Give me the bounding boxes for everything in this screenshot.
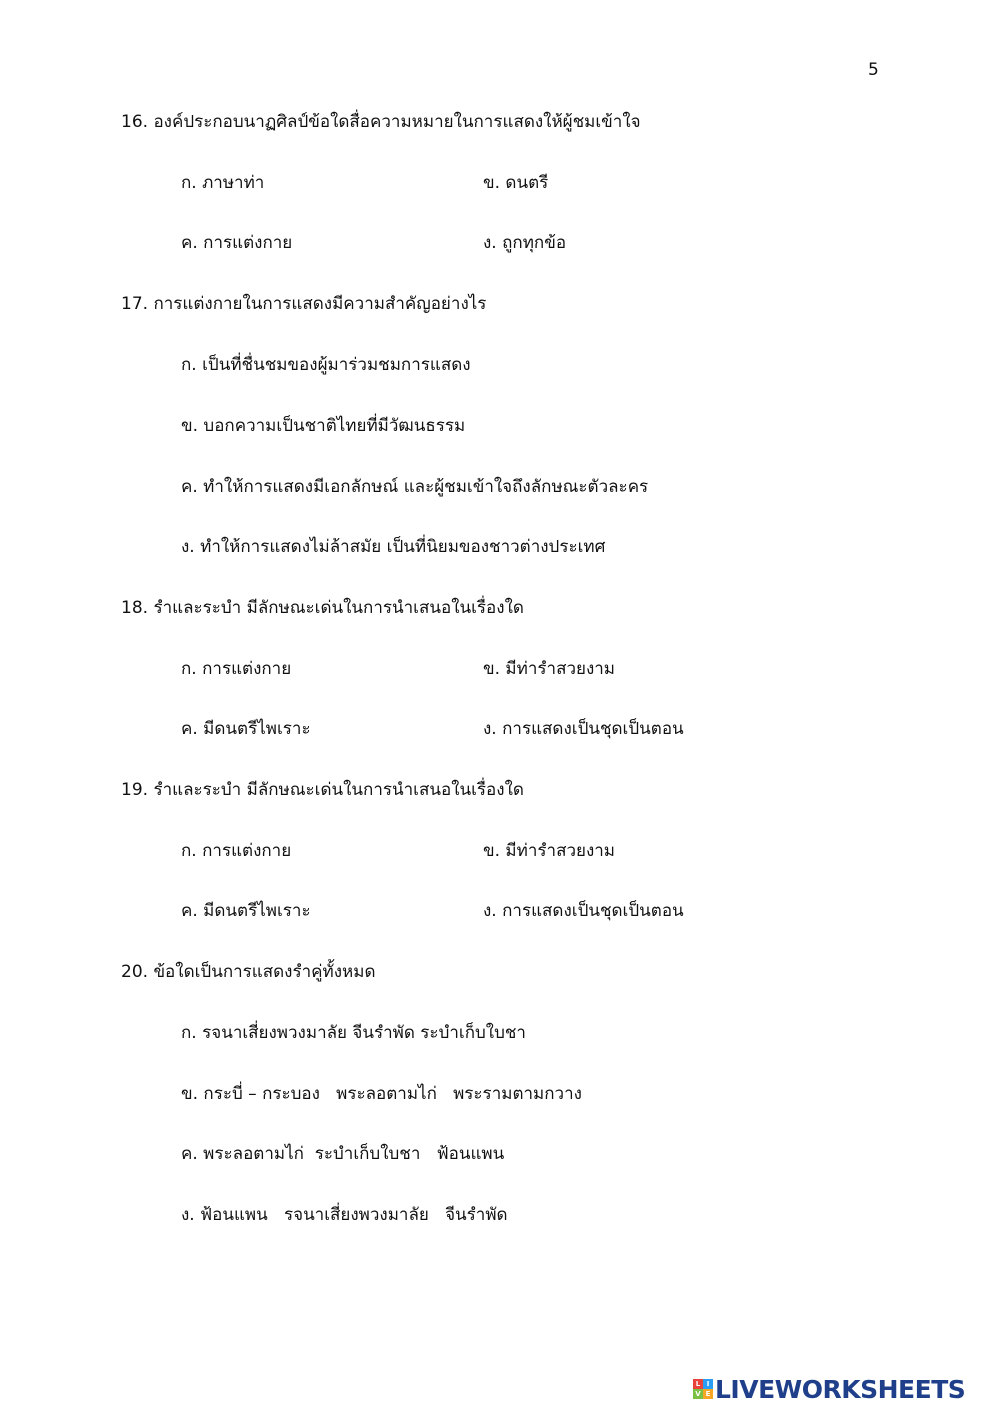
liveworksheets-wordmark: LIVEWORKSHEETS xyxy=(715,1374,966,1404)
q20-option-a: ก. รจนาเสี่ยงพวงมาลัย จีนรำพัด ระบำเก็บใบชา xyxy=(181,1023,526,1043)
logo-letter-i: I xyxy=(703,1379,713,1389)
q16-option-b: ข. ดนตรี xyxy=(483,173,549,193)
q18-option-d: ง. การแสดงเป็นชุดเป็นตอน xyxy=(483,719,684,739)
q17-option-a: ก. เป็นที่ชื่นชมของผู้มาร่วมชมการแสดง xyxy=(181,355,471,375)
q19-option-a: ก. การแต่งกาย xyxy=(181,841,292,861)
liveworksheets-brand xyxy=(693,1372,965,1406)
q19-option-b: ข. มีท่ารำสวยงาม xyxy=(483,841,615,861)
q19-option-d: ง. การแสดงเป็นชุดเป็นตอน xyxy=(483,901,684,921)
q19-option-c: ค. มีดนตรีไพเราะ xyxy=(181,901,311,921)
question-20: 20. ข้อใดเป็นการแสดงรำคู่ทั้งหมด xyxy=(121,962,376,982)
question-16: 16. องค์ประกอบนาฏศิลป์ข้อใดสื่อความหมายในการแสดงให้ผู้ชมเข้าใจ xyxy=(121,112,641,132)
q16-option-a: ก. ภาษาท่า xyxy=(181,173,265,193)
q16-option-c: ค. การแต่งกาย xyxy=(181,233,293,253)
q18-option-c: ค. มีดนตรีไพเราะ xyxy=(181,719,311,739)
q18-option-a: ก. การแต่งกาย xyxy=(181,659,292,679)
page-number: 5 xyxy=(868,60,879,80)
q17-option-b: ข. บอกความเป็นชาติไทยที่มีวัฒนธรรม xyxy=(181,416,466,436)
liveworksheets-logo-icon xyxy=(693,1379,713,1399)
q20-option-c: ค. พระลอตามไก่ ระบำเก็บใบชา ฟ้อนแพน xyxy=(181,1144,505,1164)
question-19: 19. รำและระบำ มีลักษณะเด่นในการนำเสนอในเรื่องใด xyxy=(121,780,524,800)
q20-option-b: ข. กระบี่ – กระบอง พระลอตามไก่ พระรามตามกวาง xyxy=(181,1084,582,1104)
question-17: 17. การแต่งกายในการแสดงมีความสำคัญอย่างไร xyxy=(121,294,487,314)
q16-option-d: ง. ถูกทุกข้อ xyxy=(483,233,567,253)
q20-option-d: ง. ฟ้อนแพน รจนาเสี่ยงพวงมาลัย จีนรำพัด xyxy=(181,1205,508,1225)
logo-letter-e: E xyxy=(703,1389,713,1399)
q18-option-b: ข. มีท่ารำสวยงาม xyxy=(483,659,615,679)
question-18: 18. รำและระบำ มีลักษณะเด่นในการนำเสนอในเรื่องใด xyxy=(121,598,524,618)
logo-letter-l: L xyxy=(693,1379,703,1389)
q17-option-d: ง. ทำให้การแสดงไม่ล้าสมัย เป็นที่นิยมของชาวต่างประเทศ xyxy=(181,537,606,557)
logo-letter-v: V xyxy=(693,1389,703,1399)
q17-option-c: ค. ทำให้การแสดงมีเอกลักษณ์ และผู้ชมเข้าใจถึงลักษณะตัวละคร xyxy=(181,477,649,497)
